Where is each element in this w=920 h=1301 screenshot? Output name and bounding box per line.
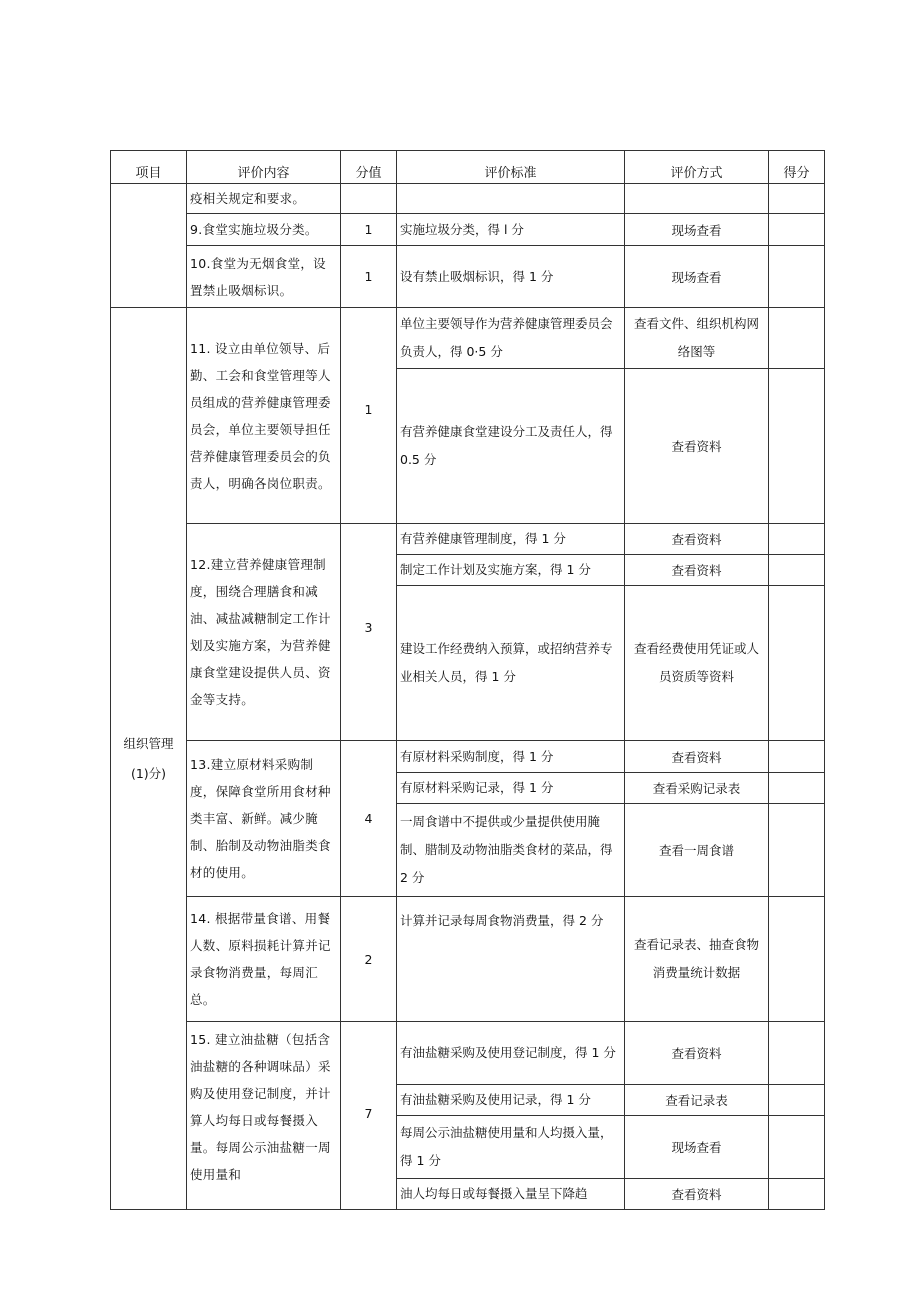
standard-cell: 有油盐糖采购及使用记录，得 1 分 [397,1085,625,1116]
method-cell [625,184,769,214]
method-cell: 查看资料 [625,524,769,555]
header-content: 评价内容 [187,151,341,184]
content-cell: 12.建立营养健康管理制度，围绕合理膳食和减油、减盐减糖制定工作计划及实施方案，为营养健康食堂建设提供人员、资金等支持。 [187,524,341,741]
standard-cell: 有油盐糖采购及使用登记制度，得 1 分 [397,1022,625,1085]
score-cell [341,184,397,214]
evaluation-table [110,150,825,1210]
header-project: 项目 [111,151,187,184]
standard-cell [397,184,625,214]
method-cell: 查看资料 [625,369,769,524]
method-cell: 查看记录表、抽查食物消费量统计数据 [625,897,769,1022]
got-cell [769,1179,825,1210]
standard-cell: 有营养健康食堂建设分工及责任人，得 0.5 分 [397,369,625,524]
table-row [111,1022,825,1085]
score-cell: 7 [341,1022,397,1210]
got-cell [769,555,825,586]
standard-cell: 建设工作经费纳入预算，或招纳营养专业相关人员，得 1 分 [397,586,625,741]
method-cell: 现场查看 [625,1116,769,1179]
project-points: (1)分) [130,765,167,781]
score-cell: 2 [341,897,397,1022]
table-row [111,184,825,214]
got-cell [769,897,825,1022]
got-cell [769,586,825,741]
table-row [111,741,825,773]
table-row [111,214,825,246]
method-cell: 查看资料 [625,1022,769,1085]
content-cell: 15. 建立油盐糖（包括含油盐糖的各种调味品）采购及使用登记制度，并计算人均每日或每餐摄入量。每周公示油盐糖一周使用量和 [187,1022,341,1210]
standard-cell: 制定工作计划及实施方案，得 1 分 [397,555,625,586]
got-cell [769,246,825,308]
content-cell: 9.食堂实施垃圾分类。 [187,214,341,246]
project-cell-empty [111,184,187,308]
method-cell: 查看经费使用凭证或人员资质等资料 [625,586,769,741]
method-cell: 现场查看 [625,246,769,308]
project-name: 组织管理 [123,735,174,751]
method-cell: 查看资料 [625,741,769,773]
method-cell: 查看记录表 [625,1085,769,1116]
standard-cell: 油人均每日或每餐摄入量呈下降趋 [397,1179,625,1210]
standard-cell: 单位主要领导作为营养健康管理委员会负责人，得 0·5 分 [397,308,625,369]
score-cell: 1 [341,308,397,524]
content-cell: 13.建立原材料采购制度，保障食堂所用食材种类丰富、新鲜。减少腌制、胎制及动物油脂类食材的使用。 [187,741,341,897]
table-row [111,308,825,369]
standard-cell: 实施垃圾分类，得 l 分 [397,214,625,246]
got-cell [769,1085,825,1116]
standard-cell: 设有禁止吸烟标识，得 1 分 [397,246,625,308]
standard-cell: 有原材料采购记录，得 1 分 [397,773,625,804]
content-cell: 11. 设立由单位领导、后勤、工会和食堂管理等人员组成的营养健康管理委员会，单位主要领导担任营养健康管理委员会的负责人，明确各岗位职责。 [187,308,341,524]
table-row [111,246,825,308]
standard-cell: 每周公示油盐糖使用量和人均摄入量，得 1 分 [397,1116,625,1179]
got-cell [769,1116,825,1179]
table-row [111,524,825,555]
standard-cell: 有营养健康管理制度，得 1 分 [397,524,625,555]
got-cell [769,214,825,246]
project-cell [111,308,187,1210]
got-cell [769,1022,825,1085]
header-score: 分值 [341,151,397,184]
got-cell [769,184,825,214]
standard-cell: 一周食谱中不提供或少量提供使用腌制、腊制及动物油脂类食材的菜品，得 2 分 [397,804,625,897]
method-cell: 查看采购记录表 [625,773,769,804]
method-cell: 现场查看 [625,214,769,246]
content-cell: 14. 根据带量食谱、用餐人数、原料损耗计算并记录食物消费量，每周汇总。 [187,897,341,1022]
score-cell: 1 [341,246,397,308]
method-cell: 查看资料 [625,555,769,586]
score-cell: 3 [341,524,397,741]
table-row [111,897,825,1022]
standard-cell: 有原材料采购制度，得 1 分 [397,741,625,773]
header-method: 评价方式 [625,151,769,184]
content-cell: 疫相关规定和要求。 [187,184,341,214]
method-cell: 查看文件、组织机构网络图等 [625,308,769,369]
standard-cell: 计算并记录每周食物消费量，得 2 分 [397,897,625,1022]
header-row [111,151,825,184]
score-cell: 1 [341,214,397,246]
method-cell: 查看资料 [625,1179,769,1210]
header-standard: 评价标准 [397,151,625,184]
got-cell [769,773,825,804]
got-cell [769,524,825,555]
content-cell: 10.食堂为无烟食堂，设置禁止吸烟标识。 [187,246,341,308]
method-cell: 查看一周食谱 [625,804,769,897]
got-cell [769,369,825,524]
got-cell [769,308,825,369]
header-got: 得分 [769,151,825,184]
got-cell [769,804,825,897]
score-cell: 4 [341,741,397,897]
got-cell [769,741,825,773]
